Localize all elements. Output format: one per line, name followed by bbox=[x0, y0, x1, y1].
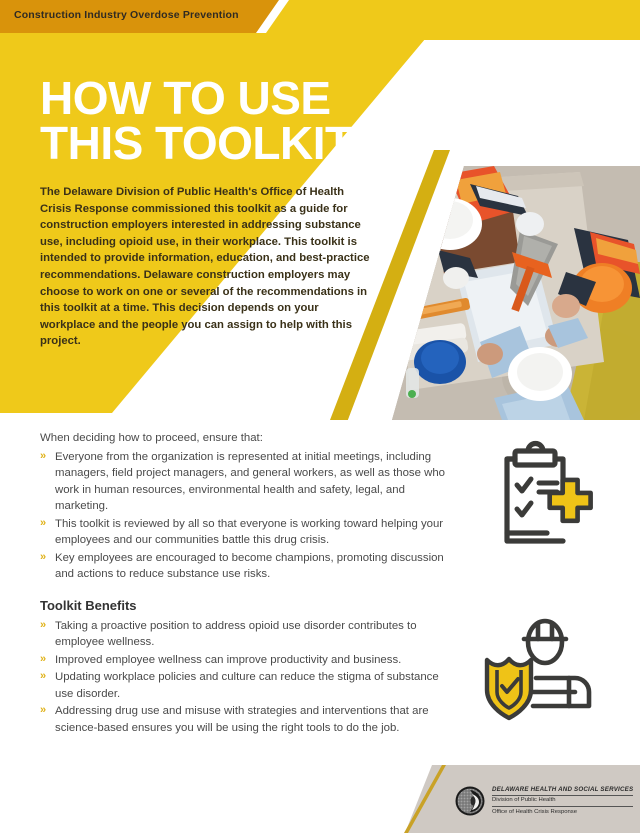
chevron-bullet-icon: » bbox=[40, 550, 47, 563]
chevron-bullet-icon: » bbox=[40, 704, 47, 717]
page-title bbox=[40, 72, 353, 169]
page-title-line-2: THIS TOOLKIT bbox=[40, 116, 353, 169]
header-eyebrow-title: Construction Industry Overdose Prevention bbox=[14, 9, 239, 21]
worker-shield-safety-icon bbox=[483, 614, 609, 731]
chevron-bullet-icon: » bbox=[40, 652, 47, 665]
main-content bbox=[40, 430, 455, 737]
list-item-text: Taking a proactive position to address opioid use disorder contributes to employee wellness. bbox=[55, 619, 417, 649]
list-item-text: Addressing drug use and misuse with strategies and interventions that are science-based ensures you will be using the right tools to do the job. bbox=[55, 705, 429, 734]
agency-name: DELAWARE HEALTH AND SOCIAL SERVICES bbox=[492, 786, 633, 796]
list-item bbox=[40, 550, 455, 583]
agency-logo-text bbox=[492, 786, 633, 816]
list-item-text: This toolkit is reviewed by all so that everyone is working toward helping your employees and our communities battle this drug crisis. bbox=[55, 517, 444, 547]
agency-logo bbox=[455, 778, 635, 824]
list-item bbox=[40, 618, 455, 651]
division-name: Division of Public Health bbox=[492, 796, 633, 807]
list-item-text: Updating workplace policies and culture can reduce the stigma of substance use disorder. bbox=[55, 671, 439, 700]
list-item-text: Key employees are encouraged to become champions, promoting discussion and actions to reduce substance use risks. bbox=[55, 551, 444, 581]
list-item bbox=[40, 652, 455, 669]
chevron-bullet-icon: » bbox=[40, 618, 47, 631]
list-item bbox=[40, 449, 455, 515]
dhss-seal-icon bbox=[455, 786, 485, 816]
office-name: Office of Health Crisis Response bbox=[492, 808, 578, 815]
section-heading-toolkit-benefits: Toolkit Benefits bbox=[40, 597, 137, 613]
benefits-bullet-list bbox=[40, 618, 455, 737]
chevron-bullet-icon: » bbox=[40, 670, 47, 683]
list-item bbox=[40, 703, 455, 736]
list-item-text: Improved employee wellness can improve productivity and business. bbox=[55, 653, 402, 666]
hero-intro-paragraph: The Delaware Division of Public Health's Office of Health Crisis Response commissioned this toolkit as a guide for construction employers interested in addressing substance use, including opioid use, in their workplace. This toolkit is intended to provide information, education, and best-practice recommendations. Delaware construction employers may choose to work on one or several of the recommendations in this toolkit at a time. This decision depends on your workplace and the people you can assign to help with this project. bbox=[40, 186, 370, 348]
list-item-text: Everyone from the organization is represented at initial meetings, including managers, field project managers, and general workers, as well as those who work in human resources, environmental health and safety, legal, and marketing. bbox=[55, 450, 446, 513]
chevron-bullet-icon: » bbox=[40, 516, 47, 529]
chevron-bullet-icon: » bbox=[40, 449, 47, 462]
lead-intro-line: When deciding how to proceed, ensure that: bbox=[40, 432, 263, 444]
page-title-line-1: HOW TO USE bbox=[40, 72, 331, 124]
list-item bbox=[40, 669, 455, 702]
list-item bbox=[40, 516, 455, 549]
clipboard-medical-checklist-icon bbox=[485, 437, 603, 560]
lead-bullet-list bbox=[40, 449, 455, 583]
